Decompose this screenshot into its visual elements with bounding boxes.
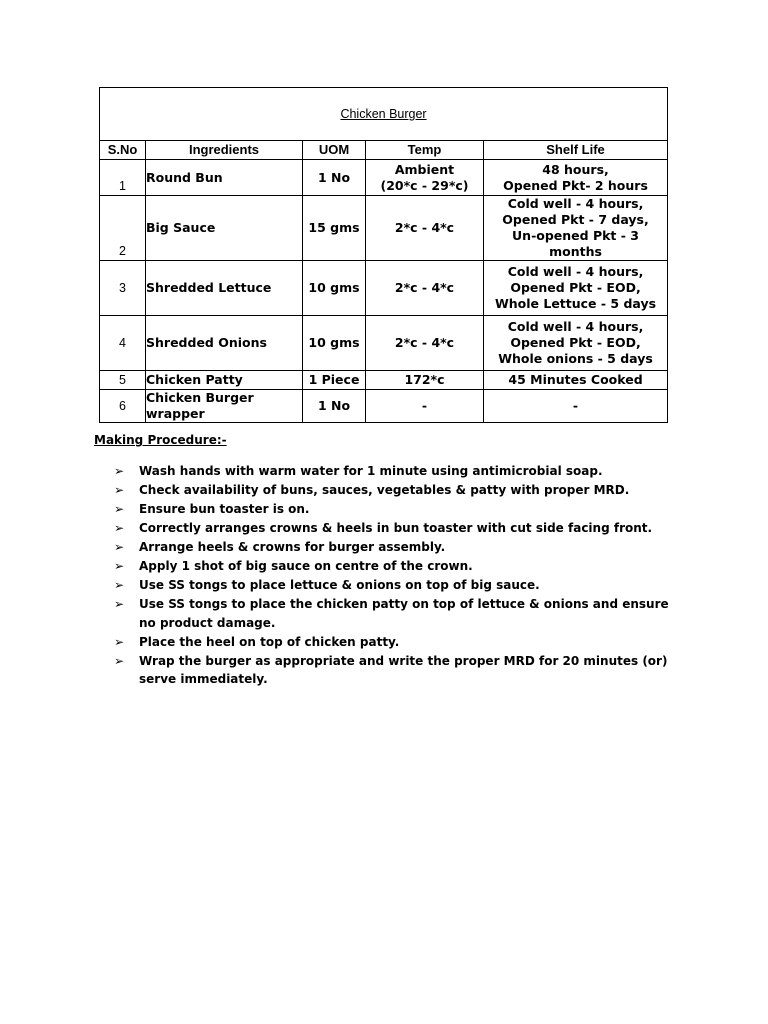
row-temp: 172*c bbox=[366, 371, 484, 390]
table-row bbox=[100, 196, 668, 261]
table-row bbox=[100, 261, 668, 316]
row-sno: 3 bbox=[100, 261, 146, 316]
arrowhead-bullet-icon: ➢ bbox=[114, 540, 125, 554]
row-shelf-life: 45 Minutes Cooked bbox=[484, 371, 668, 390]
row-shelf-life: Cold well - 4 hours, Opened Pkt - EOD, Whole Lettuce - 5 days bbox=[484, 261, 668, 316]
row-uom: 1 Piece bbox=[303, 371, 366, 390]
list-item: ➢ Wash hands with warm water for 1 minute using antimicrobial soap. bbox=[114, 462, 674, 481]
list-item: ➢ Ensure bun toaster is on. bbox=[114, 500, 674, 519]
row-ingredient: Big Sauce bbox=[146, 196, 303, 261]
list-item: ➢ Arrange heels & crowns for burger assembly. bbox=[114, 538, 674, 557]
list-item: ➢ Use SS tongs to place the chicken patty on top of lettuce & onions and ensure no product damage. bbox=[114, 597, 669, 630]
row-shelf-life: - bbox=[484, 390, 668, 423]
header-shelf-life: Shelf Life bbox=[484, 141, 668, 160]
arrowhead-bullet-icon: ➢ bbox=[114, 559, 125, 573]
arrowhead-bullet-icon: ➢ bbox=[114, 597, 125, 611]
procedure-heading: Making Procedure:- bbox=[94, 433, 227, 447]
row-ingredient: Shredded Lettuce bbox=[146, 261, 303, 316]
arrowhead-bullet-icon: ➢ bbox=[114, 634, 125, 649]
row-uom: 10 gms bbox=[303, 316, 366, 371]
row-uom: 10 gms bbox=[303, 261, 366, 316]
row-ingredient: Round Bun bbox=[146, 160, 303, 196]
header-uom: UOM bbox=[303, 141, 366, 160]
row-sno: 5 bbox=[100, 371, 146, 390]
header-sno: S.No bbox=[100, 141, 146, 160]
list-item: ➢ Wrap the burger as appropriate and write the proper MRD for 20 minutes (or) serve immediately. bbox=[114, 653, 668, 686]
list-item: ➢ Correctly arranges crowns & heels in bun toaster with cut side facing front. bbox=[114, 519, 674, 538]
row-sno: 2 bbox=[100, 196, 146, 261]
arrowhead-bullet-icon: ➢ bbox=[114, 502, 125, 516]
row-ingredient: Chicken Burger wrapper bbox=[146, 390, 303, 423]
arrowhead-bullet-icon: ➢ bbox=[114, 653, 125, 668]
table-row bbox=[100, 390, 668, 423]
row-sno: 1 bbox=[100, 160, 146, 196]
table-header-row bbox=[100, 141, 668, 160]
arrowhead-bullet-icon: ➢ bbox=[114, 464, 125, 478]
table-row bbox=[100, 371, 668, 390]
page-title: Chicken Burger bbox=[100, 88, 668, 141]
row-sno: 4 bbox=[100, 316, 146, 371]
row-uom: 15 gms bbox=[303, 196, 366, 261]
row-shelf-life: 48 hours, Opened Pkt- 2 hours bbox=[484, 160, 668, 196]
row-temp: Ambient (20*c - 29*c) bbox=[366, 160, 484, 196]
list-item: ➢ Check availability of buns, sauces, vegetables & patty with proper MRD. bbox=[114, 481, 674, 500]
row-sno: 6 bbox=[100, 390, 146, 423]
row-temp: 2*c - 4*c bbox=[366, 316, 484, 371]
ingredients-table bbox=[99, 87, 668, 423]
row-temp: 2*c - 4*c bbox=[366, 196, 484, 261]
row-shelf-life: Cold well - 4 hours, Opened Pkt - 7 days, Un-opened Pkt - 3 months bbox=[484, 196, 668, 261]
arrowhead-bullet-icon: ➢ bbox=[114, 578, 125, 592]
table-row bbox=[100, 316, 668, 371]
row-uom: 1 No bbox=[303, 160, 366, 196]
arrowhead-bullet-icon: ➢ bbox=[114, 521, 125, 535]
list-item: ➢ Apply 1 shot of big sauce on centre of the crown. bbox=[114, 557, 674, 576]
row-uom: 1 No bbox=[303, 390, 366, 423]
list-item: ➢ Use SS tongs to place lettuce & onions on top of big sauce. bbox=[114, 576, 674, 595]
row-ingredient: Shredded Onions bbox=[146, 316, 303, 371]
table-row bbox=[100, 160, 668, 196]
row-temp: 2*c - 4*c bbox=[366, 261, 484, 316]
header-ingredients: Ingredients bbox=[146, 141, 303, 160]
header-temp: Temp bbox=[366, 141, 484, 160]
procedure-steps-list bbox=[114, 462, 674, 689]
row-temp: - bbox=[366, 390, 484, 423]
list-item: ➢ Place the heel on top of chicken patty. bbox=[114, 633, 674, 652]
row-shelf-life: Cold well - 4 hours, Opened Pkt - EOD, Whole onions - 5 days bbox=[484, 316, 668, 371]
row-ingredient: Chicken Patty bbox=[146, 371, 303, 390]
arrowhead-bullet-icon: ➢ bbox=[114, 483, 125, 497]
